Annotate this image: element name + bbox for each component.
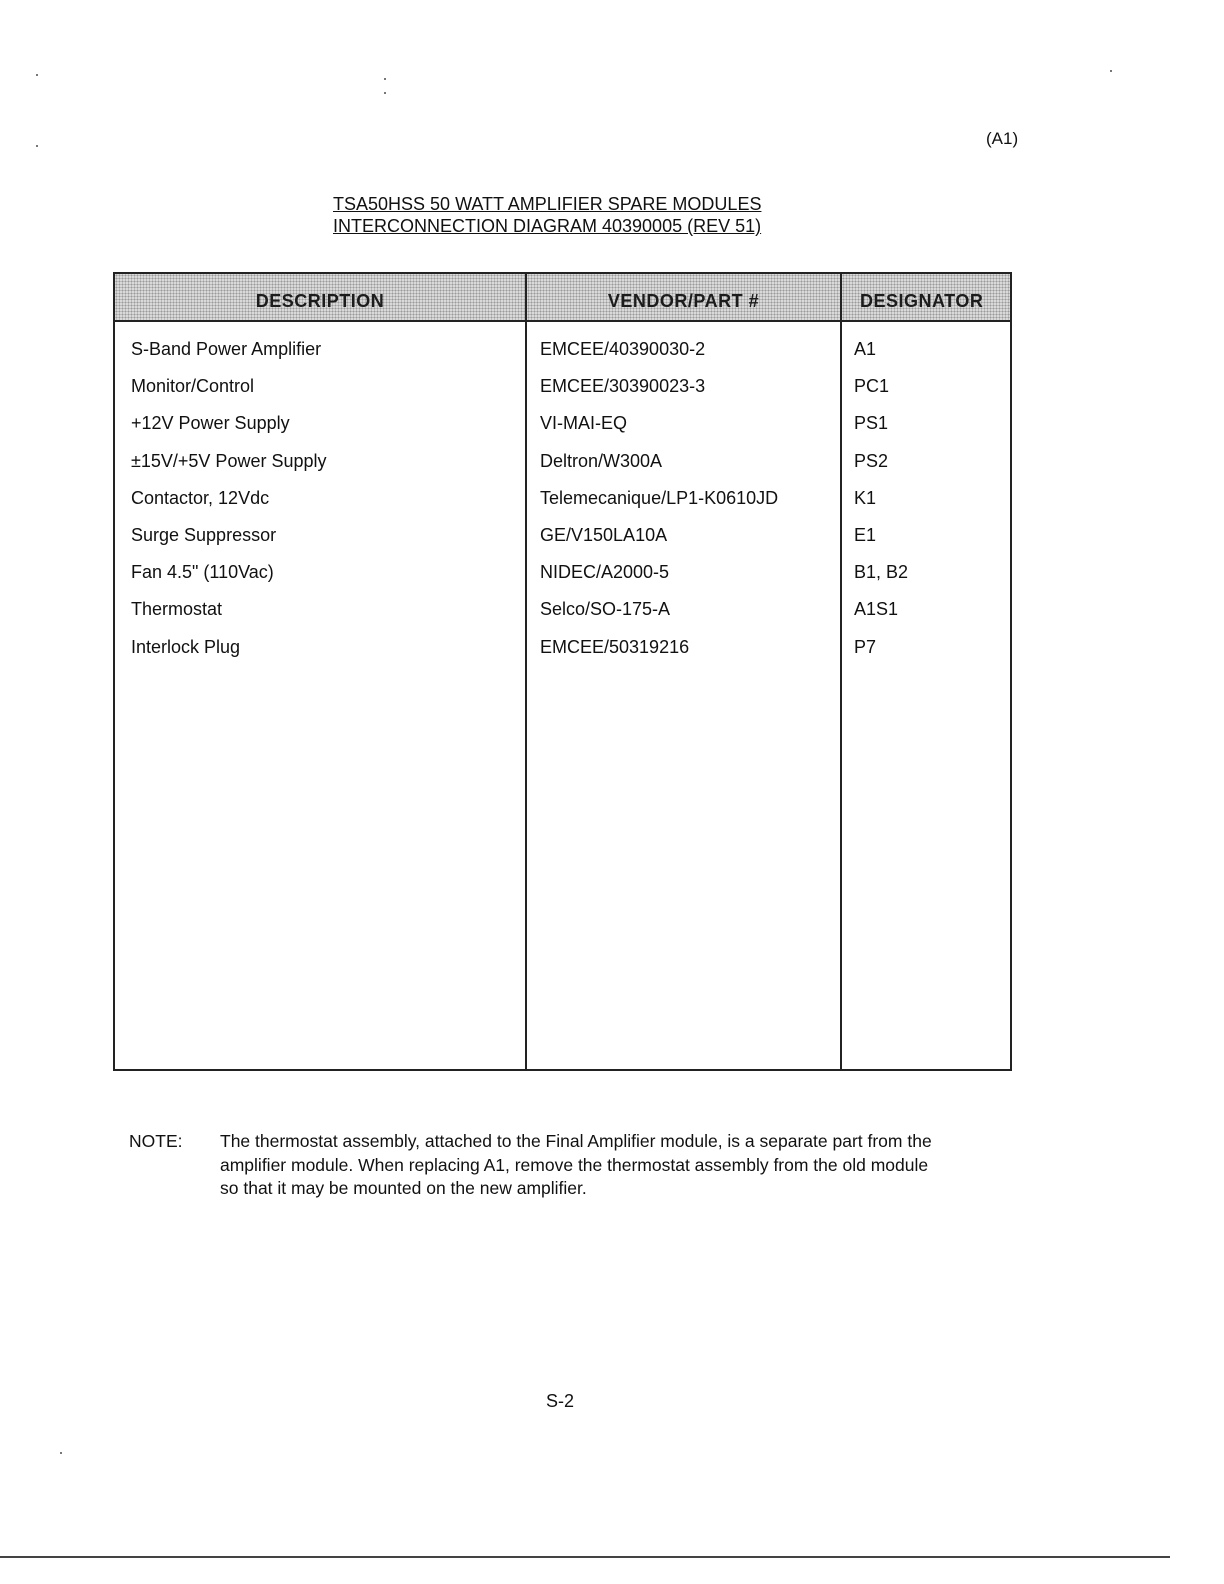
description-cell: Interlock Plug: [131, 636, 241, 657]
designator-cell: E1: [854, 524, 877, 545]
designator-cell: B1, B2: [854, 562, 909, 583]
vendor-part-cell: VI-MAI-EQ: [540, 413, 628, 434]
note-label: NOTE:: [129, 1131, 183, 1151]
description-cell: Monitor/Control: [131, 376, 255, 397]
description-cell: Fan 4.5" (110Vac): [131, 562, 274, 583]
description-cell: S-Band Power Amplifier: [131, 339, 322, 359]
description-column: [115, 274, 527, 1069]
note-line: The thermostat assembly, attached to the Final Amplifier module, is a separate part from the: [220, 1131, 932, 1151]
designator-column: [842, 274, 1010, 1069]
document-title: [333, 193, 761, 237]
scan-speck: [36, 145, 38, 147]
note-line: so that it may be mounted on the new amplifier.: [220, 1178, 587, 1198]
vendor-part-cell: NIDEC/A2000-5: [540, 562, 670, 583]
description-cell: +12V Power Supply: [131, 413, 290, 434]
title-line-2: INTERCONNECTION DIAGRAM 40390005 (REV 51): [333, 216, 762, 236]
description-cell: ±15V/+5V Power Supply: [131, 450, 327, 471]
description-cell: Contactor, 12Vdc: [131, 487, 270, 508]
scan-speck: [60, 1452, 62, 1454]
page-number: S-2: [546, 1391, 575, 1411]
scan-speck: [384, 92, 386, 94]
vendor-part-cell: Telemecanique/LP1-K0610JD: [540, 487, 779, 508]
title-line-1: TSA50HSS 50 WATT AMPLIFIER SPARE MODULES: [333, 194, 762, 214]
scan-speck: [36, 74, 38, 76]
scan-speck: [384, 78, 386, 80]
vendor-part-header: VENDOR/PART #: [527, 274, 840, 322]
vendor-part-cell: EMCEE/30390023-3: [540, 376, 706, 397]
designator-cell: A1: [854, 339, 877, 359]
vendor-part-cell: GE/V150LA10A: [540, 524, 668, 545]
designator-cell: PS1: [854, 413, 889, 434]
page-reference: (A1): [986, 129, 1019, 148]
vendor-part-cell: EMCEE/50319216: [540, 636, 690, 657]
spare-modules-table: [113, 272, 1012, 1071]
description-cell: Thermostat: [131, 599, 223, 620]
scan-edge-line: [0, 1556, 1170, 1558]
vendor-part-cell: Deltron/W300A: [540, 450, 663, 471]
scan-speck: [1110, 70, 1112, 72]
vendor-part-column: [527, 274, 842, 1069]
designator-cell: K1: [854, 487, 877, 508]
designator-cell: A1S1: [854, 599, 899, 620]
vendor-part-cell: EMCEE/40390030-2: [540, 339, 706, 359]
designator-cell: P7: [854, 636, 877, 657]
note-line: amplifier module. When replacing A1, remove the thermostat assembly from the old module: [220, 1154, 929, 1175]
description-cell: Surge Suppressor: [131, 524, 277, 545]
vendor-part-cell: Selco/SO-175-A: [540, 599, 671, 620]
description-header: DESCRIPTION: [115, 274, 525, 322]
designator-cell: PC1: [854, 376, 890, 397]
note-body: [220, 1130, 1010, 1201]
designator-header: DESIGNATOR: [842, 274, 1010, 322]
designator-cell: PS2: [854, 450, 889, 471]
